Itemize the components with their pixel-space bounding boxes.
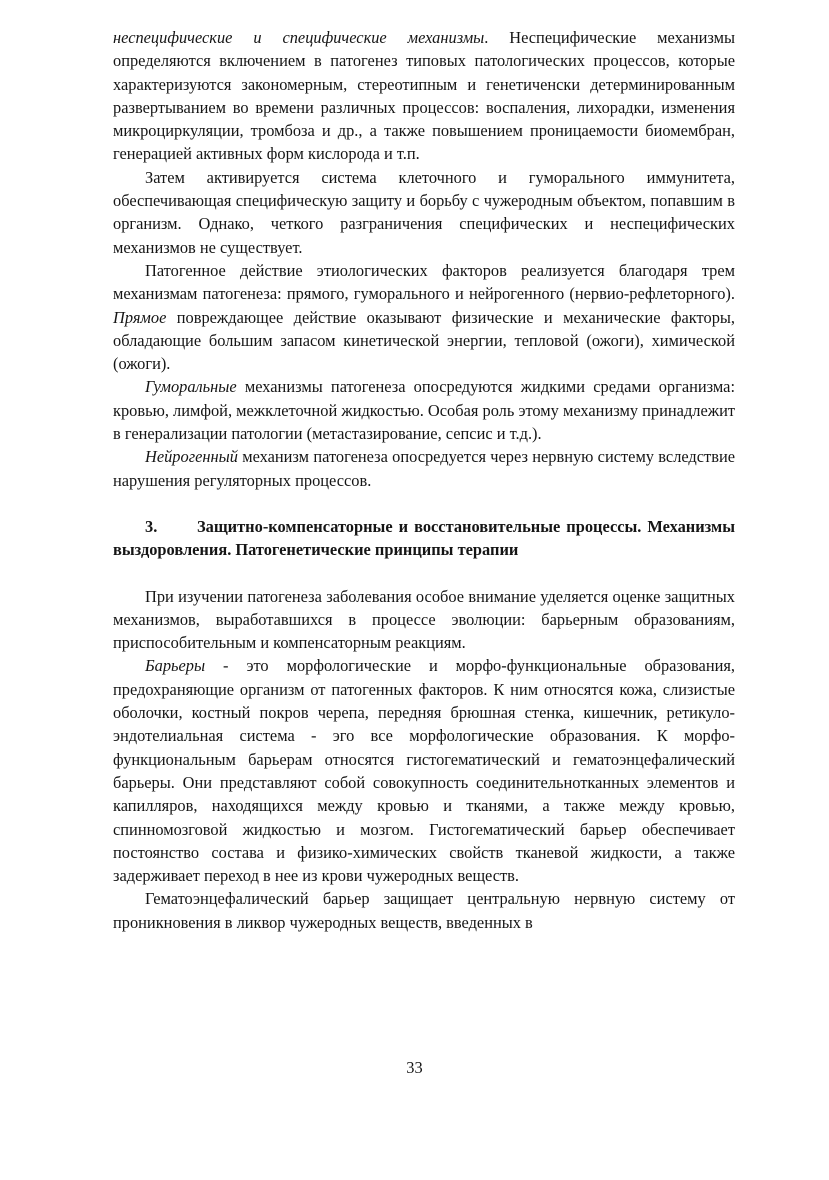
paragraph-p1 xyxy=(113,26,735,166)
paragraph-text: механизм патогенеза опосредуется через нервную систему вследствие нарушения регуляторных процессов. xyxy=(113,447,735,490)
text-block-bottom xyxy=(113,585,735,934)
italic-term: Гуморальные xyxy=(145,377,237,397)
paragraph-p7 xyxy=(113,654,735,887)
paragraph-p2 xyxy=(113,166,735,259)
italic-term: Барьеры xyxy=(145,656,206,676)
italic-term: Нейрогенный xyxy=(145,447,238,467)
paragraph-p6 xyxy=(113,585,735,655)
page-number: 33 xyxy=(406,1058,423,1077)
paragraph-p8 xyxy=(113,887,735,934)
paragraph-p3 xyxy=(113,259,735,375)
paragraph-p4 xyxy=(113,375,735,445)
paragraph-text: При изучении патогенеза заболевания особое внимание уделяется оценке защитных механизмов, выработавшихся в процессе эволюции: барьерным образованиям, приспособительным и компенсаторным реакциям. xyxy=(113,586,735,653)
page-body xyxy=(113,26,735,934)
italic-term: Прямое xyxy=(113,307,167,327)
paragraph-text: Гематоэнцефалический барьер защищает центральную нервную систему от проникновения в ликвор чужеродных веществ, введенных в xyxy=(113,889,735,932)
paragraph-text: Затем активируется система клеточного и гуморального иммунитета, обеспечивающая специфическую защиту и борьбу с чужеродным объектом, попавшим в организм. Однако, четкого разграничения специфических и неспецифических механизмов не существует. xyxy=(113,167,735,257)
section-heading xyxy=(113,515,735,562)
paragraph-text: механизмы патогенеза опосредуются жидкими средами организма: кровью, лимфой, межклеточной жидкостью. Особая роль этому механизму принадлежит в генерализации патологии (метастазирование, сепсис и т.д.). xyxy=(113,377,735,444)
paragraph-p5 xyxy=(113,445,735,492)
paragraph-text: - это морфологические и морфо-функциональные образования, предохраняющие организм от патогенных факторов. К ним относятся кожа, слизистые оболочки, костный покров черепа, передняя брюшная стенка, кишечник, ретикуло-эндотелиальная система - эго все морфологические образования. К морфо-функциональным барьерам относятся гистогематический и гематоэнцефалический барьеры. Они представляют собой совокупность соединительнотканных элементов и капилляров, находящихся между кровью и тканями, а также между кровью, спинномозговой жидкостью и мозгом. Гистогематический барьер обеспечивает постоянство состава и физико-химических свойств тканевой жидкости, а также задерживает переход в нее из крови чужеродных веществ. xyxy=(113,656,735,886)
paragraph-text: Патогенное действие этиологических факторов реализуется благодаря трем механизмам патогенеза: прямого, гуморального и нейрогенного (нервио-рефлеторного). xyxy=(113,260,735,304)
paragraph-text: повреждающее действие оказывают физические и механические факторы, обладающие большим запасом кинетической энергии, тепловой (ожоги), химической (ожоги). xyxy=(113,307,735,374)
section-title: Защитно-компенсаторные и восстановительные процессы. Механизмы выздоровления. Патогенетические принципы терапии xyxy=(113,516,735,560)
section-number: 3. xyxy=(145,516,158,536)
paragraph-text: . Неспецифические механизмы определяются включением в патогенез типовых патологических процессов, которые характеризуются закономерным, стереотипным и генетиченски детерминированным развертыванием во времени различных процессов: воспаления, лихорадки, изменения микроциркуляции, тромбоза и др., а также повышением проницаемости биомембран, генерацией активных форм кислорода и т.п. xyxy=(113,28,736,164)
italic-term: неспецифические и специфические механизмы xyxy=(113,28,485,47)
text-block-top xyxy=(113,26,735,492)
